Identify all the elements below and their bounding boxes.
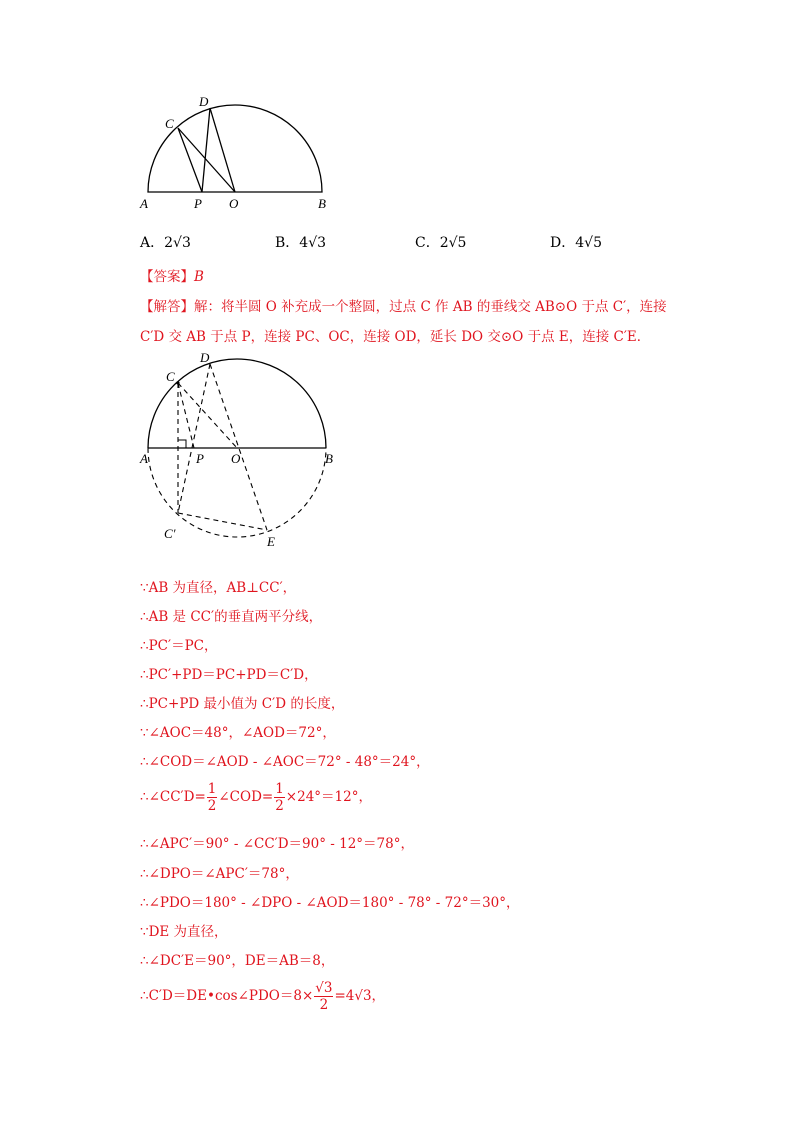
step-12: ∴∠DC′E＝90°，DE＝AB＝8，: [140, 953, 335, 969]
step-1: ∵AB 为直径，AB⊥CC′，: [140, 580, 297, 596]
step-ccd: ∴∠CC′D= $\frac{1}{2}$ ∠COD= $\frac{1}{2}$ ×24°＝12°，: [140, 781, 372, 814]
step-7: ∴∠COD＝∠AOD - ∠AOC＝72° - 48°＝24°，: [140, 754, 430, 770]
label-p2: P: [196, 451, 204, 466]
label-b2: B: [325, 451, 333, 466]
label-d: D: [199, 94, 209, 109]
label-a: A: [140, 196, 148, 211]
label-e: E: [267, 534, 275, 548]
label-b: B: [318, 196, 326, 211]
solution-line-1: 【解答】解：将半圆 O 补充成一个整圆，过点 C 作 AB 的垂线交 AB⊙O 于点 C′，连接: [140, 299, 667, 315]
label-a2: A: [140, 451, 148, 466]
figure-semicircle: [130, 90, 340, 215]
fraction-half-2: $\frac{1}{2}$: [275, 781, 284, 814]
figure-full-circle: [130, 348, 350, 548]
step-final: ∴C′D＝DE•cos∠PDO＝8× $\frac{√3}{2}$ =4√3，: [140, 980, 386, 1013]
label-c: C: [165, 116, 174, 131]
label-o2: O: [231, 451, 241, 466]
label-c-prime: C′: [164, 526, 176, 541]
step-2: ∴AB 是 CC′的垂直两平分线，: [140, 609, 323, 625]
step-6: ∵∠AOC＝48°，∠AOD＝72°，: [140, 725, 336, 741]
step-11: ∵DE 为直径，: [140, 924, 228, 940]
label-o: O: [229, 196, 239, 211]
label-c2: C: [166, 369, 175, 384]
option-b: B．4√3: [275, 235, 327, 251]
step-10: ∴∠PDO＝180° - ∠DPO - ∠AOD＝180° - 78° - 72°＝30°，: [140, 895, 520, 911]
step-9: ∴∠DPO＝∠APC′＝78°，: [140, 866, 299, 882]
answer-line: 【答案】B: [140, 269, 204, 285]
option-c: C．2√5: [415, 235, 467, 251]
option-d: D．4√5: [550, 235, 602, 251]
step-8: ∴∠APC′＝90° - ∠CC′D＝90° - 12°＝78°，: [140, 836, 414, 852]
step-4: ∴PC′+PD＝PC+PD＝C′D，: [140, 667, 318, 683]
step-3: ∴PC′＝PC，: [140, 638, 218, 654]
solution-line-2: C′D 交 AB 于点 P，连接 PC、OC，连接 OD，延长 DO 交⊙O 于点 E，连接 C′E．: [140, 329, 651, 345]
option-a: A．2√3: [140, 235, 191, 251]
fraction-sqrt3-over-2: $\frac{√3}{2}$: [315, 980, 333, 1013]
label-d2: D: [200, 350, 210, 365]
fraction-half-1: $\frac{1}{2}$: [207, 781, 217, 814]
label-p: P: [194, 196, 202, 211]
step-5: ∴PC+PD 最小值为 C′D 的长度，: [140, 696, 345, 712]
